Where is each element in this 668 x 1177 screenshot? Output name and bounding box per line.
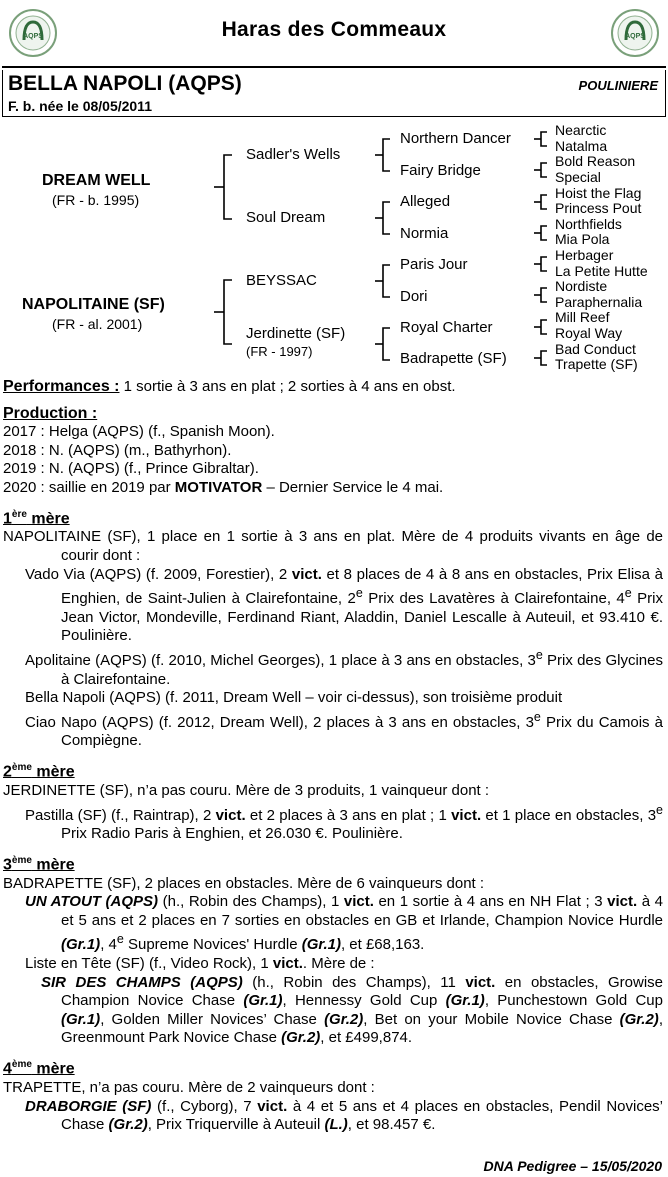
horse-name: BELLA NAPOLI (AQPS) bbox=[8, 72, 242, 95]
gen3-1: Northern Dancer bbox=[400, 130, 511, 147]
gen4-8: Mia Pola bbox=[555, 231, 610, 247]
gen2-dam-dam-info: (FR - 1997) bbox=[246, 344, 313, 359]
gen4-1: Nearctic bbox=[555, 122, 607, 138]
m2-pastilla: Pastilla (SF) (f., Raintrap), 2 vict. et 2 places à 3 ans en plat ; 1 vict. et 1 place en obstacles, 3e Prix Radio Paris à Enghien, et 26.030 €. Poulinière. bbox=[25, 802, 663, 843]
section-1ere-mere: 1ère mère bbox=[3, 508, 70, 527]
gen2-dam-sire: BEYSSAC bbox=[246, 272, 317, 289]
production-line-1: 2017 : Helga (AQPS) (f., Spanish Moon). bbox=[3, 423, 275, 441]
gen4-6: Princess Pout bbox=[555, 200, 642, 216]
production-line-4: 2020 : saillie en 2019 par MOTIVATOR – Dernier Service le 4 mai. bbox=[3, 478, 444, 496]
gen4-3: Bold Reason bbox=[555, 153, 636, 169]
dam-name: NAPOLITAINE (SF) bbox=[22, 296, 165, 313]
m4-draborgie: DRABORGIE (SF) (f., Cyborg), 7 vict. à 4 et 5 ans et 4 places en obstacles, Pendil Novices’ Chase (Gr.2), Prix Triquerville à Auteuil (L.), et 98.457 €. bbox=[25, 1097, 664, 1134]
m3-un-atout: UN ATOUT (AQPS) (h., Robin des Champs), 1 vict. en 1 sortie à 4 ans en NH Flat ; 3 vict. à 4 et 5 ans et 2 places en 7 sorties en obstacles en GB et Irlande, Champion Novice Hurdle (Gr.1), 4e Supreme Novices' Hurdle (Gr.1), et £68,163. bbox=[25, 893, 663, 954]
m1-bella-napoli: Bella Napoli (AQPS) (f. 2011, Dream Well – voir ci-dessus), son troisième produit bbox=[25, 689, 563, 707]
m3-sir-des-champs: SIR DES CHAMPS (AQPS) (h., Robin des Champs), 11 vict. en obstacles, Growise Champion Novice Chase (Gr.1), Hennessy Gold Cup (Gr.1), Punchestown Gold Cup (Gr.1), Golden Miller Novices’ Chase (Gr.2), Bet on your Mobile Novice Chase (Gr.2), Greenmount Park Novice Chase (Gr.2), et £499,874. bbox=[41, 973, 663, 1047]
section-2eme-mere: 2ème mère bbox=[3, 762, 75, 781]
gen3-3: Alleged bbox=[400, 193, 451, 210]
gen2-dam-dam: Jerdinette (SF) bbox=[246, 325, 346, 342]
stallion-name: MOTIVATOR bbox=[174, 478, 263, 496]
gen4-11: Nordiste bbox=[555, 278, 608, 294]
gen4-9: Herbager bbox=[555, 247, 614, 263]
catalogue-body bbox=[3, 378, 663, 1135]
production-line-2: 2018 : N. (AQPS) (m., Bathyrhon). bbox=[3, 441, 232, 459]
gen4-5: Hoist the Flag bbox=[555, 185, 642, 201]
gen3-2: Fairy Bridge bbox=[400, 162, 481, 179]
footer-credit: DNA Pedigree – 15/05/2020 bbox=[483, 1158, 662, 1174]
horse-birth-info: F. b. née le 08/05/2011 bbox=[8, 98, 152, 114]
m3-intro: BADRAPETTE (SF), 2 places en obstacles. Mère de 6 vainqueurs dont : bbox=[3, 874, 485, 892]
dam-info: (FR - al. 2001) bbox=[52, 316, 143, 332]
performances-label: Performances : bbox=[3, 378, 120, 395]
m1-vado-via: Vado Via (AQPS) (f. 2009, Forestier), 2 vict. et 8 places de 4 à 8 ans en obstacles, Prix Elisa à Enghien, de Saint-Julien à Clairefontaine, 2e Prix des Lavatères à Clairefontaine, 4e Prix Jean Victor, Mondeville, Ferdinand Riant, Aladdin, Daniel Lescalle à Auteuil, et 93.410 €. Poulinière. bbox=[25, 565, 664, 645]
gen4-16: Trapette (SF) bbox=[555, 356, 638, 372]
performances-text: 1 sortie à 3 ans en plat ; 2 sorties à 4 ans en obst. bbox=[119, 378, 456, 395]
gen3-5: Paris Jour bbox=[400, 256, 468, 273]
gen3-6: Dori bbox=[400, 288, 428, 305]
logo-left-text: AQPS bbox=[23, 33, 43, 40]
gen2-sire-dam: Soul Dream bbox=[246, 209, 326, 226]
logo-right-text: AQPS bbox=[625, 33, 645, 40]
section-3eme-mere: 3ème mère bbox=[3, 854, 75, 874]
gen2-sire-sire: Sadler's Wells bbox=[246, 146, 341, 163]
performances bbox=[3, 378, 663, 397]
m3-liste-en-tete: Liste en Tête (SF) (f., Video Rock), 1 vict.. Mère de : bbox=[25, 955, 375, 973]
m1-intro: NAPOLITAINE (SF), 1 place en 1 sortie à 3 ans en plat. Mère de 4 produits vivants en âge de courir dont : bbox=[3, 528, 663, 565]
gen4-4: Special bbox=[555, 169, 601, 185]
gen4-14: Royal Way bbox=[555, 325, 623, 341]
gen4-10: La Petite Hutte bbox=[555, 263, 648, 279]
page-title: Haras des Commeaux bbox=[221, 18, 447, 41]
gen3-4: Normia bbox=[400, 225, 449, 242]
horse-type: POULINIERE bbox=[578, 78, 658, 93]
m1-apolitaine: Apolitaine (AQPS) (f. 2010, Michel Georges), 1 place à 3 ans en obstacles, 3e Prix des Glycines à Clairefontaine. bbox=[25, 648, 663, 688]
gen4-7: Northfields bbox=[555, 216, 622, 232]
gen4-15: Bad Conduct bbox=[555, 341, 636, 357]
production-line-3: 2019 : N. (AQPS) (f., Prince Gibraltar). bbox=[3, 460, 259, 478]
gen4-12: Paraphernalia bbox=[555, 294, 643, 310]
sire-info: (FR - b. 1995) bbox=[52, 192, 140, 208]
sire-name: DREAM WELL bbox=[42, 172, 151, 189]
gen3-8: Badrapette (SF) bbox=[400, 350, 507, 367]
m1-ciao-napo: Ciao Napo (AQPS) (f. 2012, Dream Well), 2 places à 3 ans en obstacles, 3e Prix du Camois à Compiègne. bbox=[25, 709, 663, 750]
gen4-2: Natalma bbox=[555, 138, 608, 154]
production-label: Production : bbox=[3, 404, 98, 422]
gen4-13: Mill Reef bbox=[555, 309, 610, 325]
m2-intro: JERDINETTE (SF), n’a pas couru. Mère de 3 produits, 1 vainqueur dont : bbox=[3, 781, 490, 799]
m4-intro: TRAPETTE, n’a pas couru. Mère de 2 vainqueurs dont : bbox=[3, 1078, 375, 1096]
section-4eme-mere: 4ème mère bbox=[3, 1058, 75, 1078]
gen3-7: Royal Charter bbox=[400, 319, 493, 336]
